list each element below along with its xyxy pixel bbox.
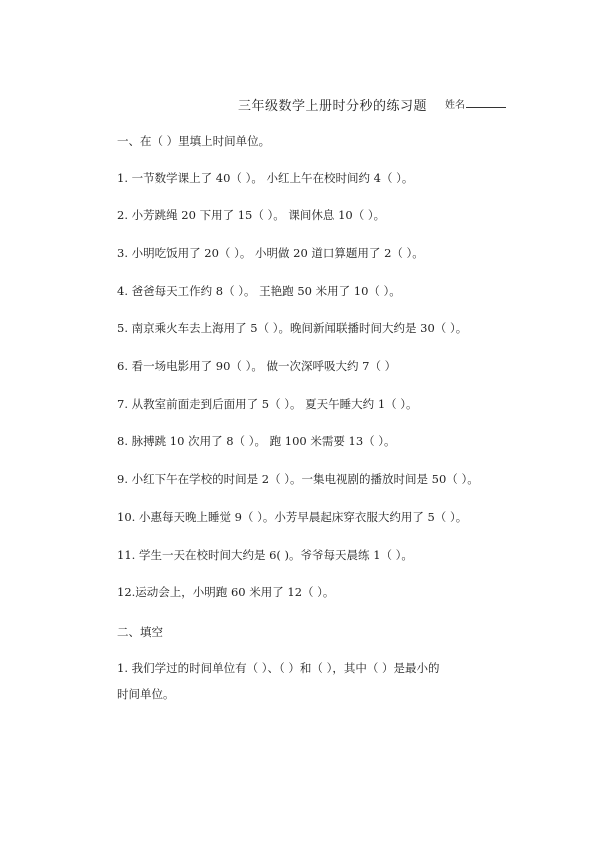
- question-2: 2. 小芳跳绳 20 下用了 15（ ）。 课间休息 10（ ）。: [117, 208, 386, 222]
- question-5: 5. 南京乘火车去上海用了 5（ ）。晚间新闻联播时间大约是 30（ ）。: [117, 321, 468, 335]
- question-12: 12.运动会上，小明跑 60 米用了 12（ ）。: [117, 585, 335, 599]
- question-4: 4. 爸爸每天工作约 8（ ）。 王艳跑 50 米用了 10（ ）。: [117, 284, 401, 298]
- fill-question-1: 1. 我们学过的时间单位有（ ）、（ ）和（ ），其中（ ）是最小的: [117, 661, 440, 675]
- question-8: 8. 脉搏跳 10 次用了 8（ ）。 跑 100 米需要 13（ ）。: [117, 434, 396, 448]
- question-7: 7. 从教室前面走到后面用了 5（ ）。 夏天午睡大约 1（ ）。: [117, 397, 418, 411]
- question-10: 10. 小惠每天晚上睡觉 9（ ）。小芳早晨起床穿衣服大约用了 5（ ）。: [117, 510, 468, 524]
- section-1-heading: 一、在（ ）里填上时间单位。: [117, 134, 271, 148]
- question-3: 3. 小明吃饭用了 20（ ）。 小明做 20 道口算题用了 2（ ）。: [117, 246, 424, 260]
- question-11: 11. 学生一天在校时间大约是 6( )。爷爷每天晨练 1（ ）。: [117, 548, 413, 562]
- fill-question-1-continued: 时间单位。: [117, 687, 175, 701]
- section-2-heading: 二、填空: [117, 625, 163, 639]
- name-blank-line[interactable]: [466, 107, 506, 108]
- question-1: 1. 一节数学课上了 40（ ）。 小红上午在校时间约 4（ ）。: [117, 171, 414, 185]
- page-title: 三年级数学上册时分秒的练习题: [238, 99, 428, 114]
- question-9: 9. 小红下午在学校的时间是 2（ ）。一集电视剧的播放时间是 50（ ）。: [117, 472, 479, 486]
- name-label: 姓名: [445, 100, 465, 111]
- question-6: 6. 看一场电影用了 90（ ）。 做一次深呼吸大约 7（ ）: [117, 359, 397, 373]
- header: [0, 95, 600, 113]
